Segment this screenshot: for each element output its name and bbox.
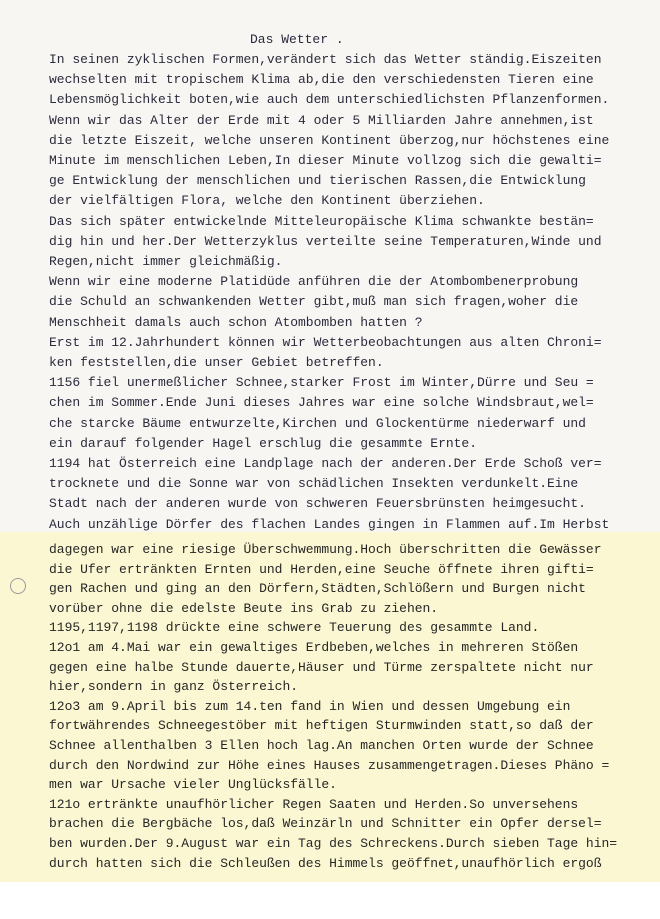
text-line: trocknete und die Sonne war von schädlichen Insekten verdunkelt.Eine [49,476,579,492]
text-line: die Ufer ertränkten Ernten und Herden,eine Seuche öffnete ihren gifti= [49,561,594,577]
text-line: 12o1 am 4.Mai war ein gewaltiges Erdbeben,welches in mehreren Stößen [49,640,579,655]
text-line: der vielfältigen Flora, welche den Kontinent überziehen. [49,193,485,209]
text-line: vorüber ohne die edelste Beute ins Grab zu ziehen. [49,600,439,616]
text-line: ken feststellen,die unser Gebiet betreffen. [49,355,384,370]
text-line: chen im Sommer.Ende Juni dieses Jahres war eine solche Windsbraut,wel= [49,395,594,411]
text-line: 121o ertränkte unaufhörlicher Regen Saaten und Herden.So unversehens [49,796,579,812]
punch-hole-mark [10,578,26,594]
text-line: ben wurden.Der 9.August war ein Tag des Schreckens.Durch sieben Tage hin= [49,836,618,851]
text-line: che starcke Bäume entwurzelte,Kirchen und Glockentürme niederwarf und [49,415,586,431]
text-line: In seinen zyklischen Formen,verändert sich das Wetter ständig.Eiszeiten [49,52,602,67]
text-line: Minute im menschlichen Leben,In dieser Minute vollzog sich die gewalti= [49,153,602,168]
text-line: gen Rachen und ging an den Dörfern,Städten,Schlößern und Burgen nicht [49,581,586,597]
text-line: brachen die Bergbäche los,daß Weinzärln und Schnitter ein Opfer dersel= [49,816,602,832]
text-line: 1156 fiel unermeßlicher Schnee,starker Frost im Winter,Dürre und Seu = [49,375,594,391]
text-line: ge Entwicklung der menschlichen und tierischen Rassen,die Entwicklung [49,173,586,189]
text-line: Wenn wir das Alter der Erde mit 4 oder 5 Milliarden Jahre annehmen,ist [49,112,594,128]
text-line: Regen,nicht immer gleichmäßig. [49,254,283,269]
text-line: 1195,1197,1198 drückte eine schwere Teuerung des gesammte Land. [49,620,540,636]
text-line: hier,sondern in ganz Österreich. [49,679,299,695]
text-line: die Schuld an schwankenden Wetter gibt,muß man sich fragen,woher die [49,294,579,310]
text-line: die letzte Eiszeit, welche unseren Kontinent überzog,nur höchstenes eine [49,132,610,148]
text-line: Auch unzählige Dörfer des flachen Landes gingen in Flammen auf.Im Herbst [49,516,610,532]
text-line: men war Ursache vieler Unglücksfälle. [49,777,337,793]
text-line: Schnee allenthalben 3 Ellen hoch lag.An manchen Orten wurde der Schnee [49,738,594,753]
text-line: Lebensmöglichkeit boten,wie auch dem unterschiedlichsten Pflanzenformen. [49,92,610,108]
text-line: fortwährendes Schneegestöber mit heftigen Sturmwinden statt,so daß der [49,718,594,734]
text-line: durch den Nordwind zur Höhe eines Hauses zusammengetragen.Dieses Phäno = [49,757,610,773]
text-line: 1194 hat Österreich eine Landplage nach der anderen.Der Erde Schoß ver= [49,456,602,471]
page-title: Das Wetter . [250,32,344,47]
text-line: wechselten mit tropischem Klima ab,die den verschiedensten Tieren eine [49,72,594,88]
text-line: gegen eine halbe Stunde dauerte,Häuser und Türme zerspaltete nicht nur [49,659,594,675]
text-line: Erst im 12.Jahrhundert können wir Wetterbeobachtungen aus alten Chroni= [49,334,602,350]
page-bottom-margin [0,882,660,919]
text-line: Stadt nach der anderen wurde von schweren Feuersbrünsten heimgesucht. [49,496,586,512]
text-line: 12o3 am 9.April bis zum 14.ten fand in Wien und dessen Umgebung ein [49,698,571,714]
text-line: Das sich später entwickelnde Mitteleuropäische Klima schwankte bestän= [49,213,594,229]
text-line: dagegen war eine riesige Überschwemmung.Hoch überschritten die Gewässer [49,542,602,557]
text-line: Menschheit damals auch schon Atombomben hatten ? [49,314,423,330]
text-line: Wenn wir eine moderne Platidüde anführen die der Atombombenerprobung [49,274,579,290]
text-line: ein darauf folgender Hagel erschlug die gesammte Ernte. [49,435,477,451]
text-line: dig hin und her.Der Wetterzyklus verteilte seine Temperaturen,Winde und [49,233,602,249]
text-line: durch hatten sich die Schleußen des Himmels geöffnet,unaufhörlich ergoß [49,855,602,871]
